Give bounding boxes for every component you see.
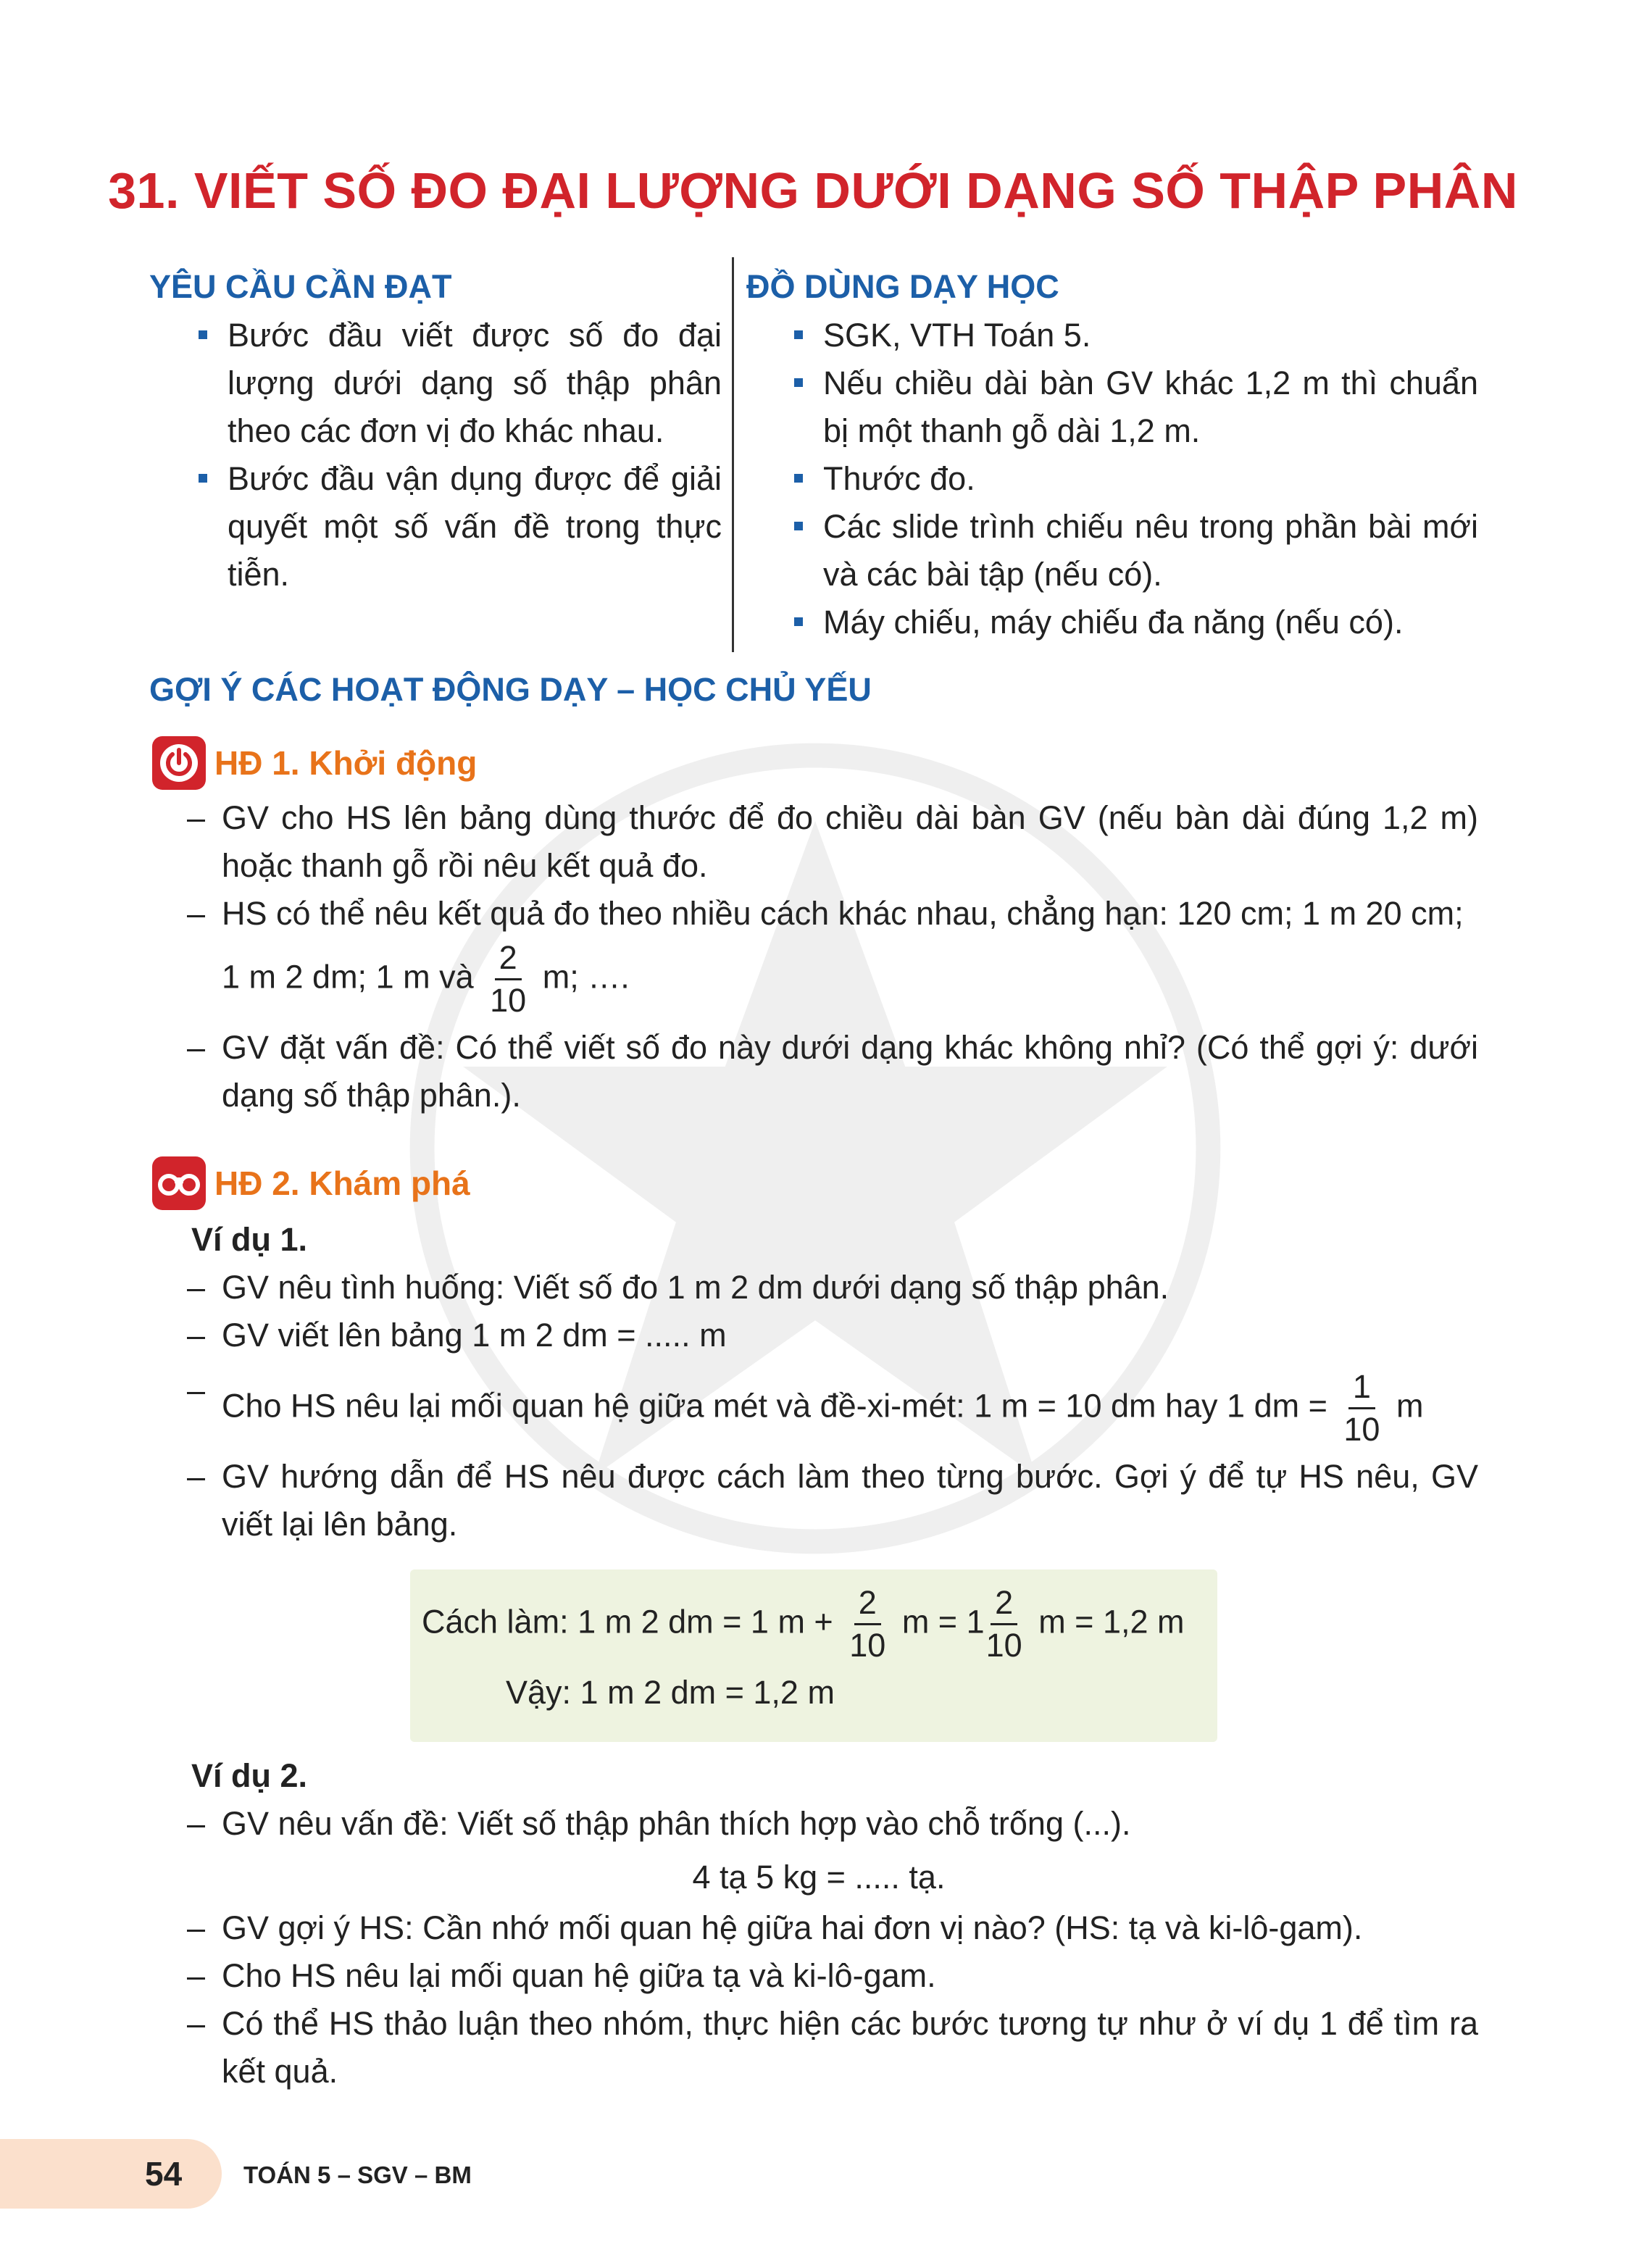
requirements-section bbox=[149, 265, 722, 599]
material-item: Thước đo. bbox=[787, 455, 1478, 503]
example2-item: – Cho HS nêu lại mối quan hệ giữa tạ và ki-lô-gam. bbox=[187, 1952, 1478, 2000]
fraction-two-tenths: $\frac{2}{10}$ bbox=[490, 939, 527, 1019]
example1-label: Ví dụ 1. bbox=[191, 1221, 308, 1258]
example1-item: – Cho HS nêu lại mối quan hệ giữa mét và đề-xi-mét: 1 m = 10 dm hay 1 dm = $\frac{1}{10}$ m bbox=[187, 1367, 1478, 1450]
hd2-heading: HĐ 2. Khám phá bbox=[214, 1164, 470, 1202]
hd1-item: – GV đặt vấn đề: Có thể viết số đo này dưới dạng khác không nhỉ? (Có thể gợi ý: dưới dạng số thập phân.). bbox=[187, 1024, 1478, 1120]
example2-item: – GV nêu vấn đề: Viết số thập phân thích hợp vào chỗ trống (...). bbox=[187, 1800, 1478, 1848]
example2-equation: 4 tạ 5 kg = ..... tạ. bbox=[692, 1859, 946, 1896]
power-icon bbox=[152, 736, 206, 790]
material-item: SGK, VTH Toán 5. bbox=[787, 312, 1478, 359]
material-item: Nếu chiều dài bàn GV khác 1,2 m thì chuẩn bị một thanh gỗ dài 1,2 m. bbox=[787, 359, 1478, 455]
method-box-content bbox=[422, 1583, 1212, 1717]
method-part2: m = 1 bbox=[901, 1603, 985, 1640]
example2-item: – Có thể HS thảo luận theo nhóm, thực hiện các bước tương tự như ở ví dụ 1 để tìm ra kết quả. bbox=[187, 2000, 1478, 2096]
fraction-one-tenth: $\frac{1}{10}$ bbox=[1343, 1368, 1380, 1448]
hd1-item2-line2b: m; …. bbox=[542, 958, 630, 996]
example1-item: – GV hướng dẫn để HS nêu được cách làm theo từng bước. Gợi ý để tự HS nêu, GV viết lại lên bảng. bbox=[187, 1453, 1478, 1548]
materials-section bbox=[746, 265, 1478, 646]
hd1-item2-line1: HS có thể nêu kết quả đo theo nhiều cách khác nhau, chẳng hạn: 120 cm; 1 m 20 cm; bbox=[222, 895, 1464, 932]
hd1-heading: HĐ 1. Khởi động bbox=[214, 744, 478, 782]
hd1-item2-line2a: 1 m 2 dm; 1 m và bbox=[222, 958, 474, 996]
requirement-item: Bước đầu viết được số đo đại lượng dưới dạng số thập phân theo các đơn vị đo khác nhau. bbox=[191, 312, 722, 455]
activities-heading: GỢI Ý CÁC HOẠT ĐỘNG DẠY – HỌC CHỦ YẾU bbox=[149, 671, 872, 708]
binoculars-icon bbox=[152, 1156, 206, 1210]
requirements-heading: YÊU CẦU CẦN ĐẠT bbox=[149, 268, 452, 305]
fraction-two-tenths: $\frac{2}{10}$ bbox=[849, 1584, 886, 1664]
material-item: Máy chiếu, máy chiếu đa năng (nếu có). bbox=[787, 599, 1478, 646]
footer-tab bbox=[0, 2139, 222, 2209]
method-part1: Cách làm: 1 m 2 dm = 1 m + bbox=[422, 1603, 833, 1640]
fraction-two-tenths-mixed: $\frac{2}{10}$ bbox=[985, 1584, 1022, 1664]
example2-section bbox=[191, 1752, 1478, 2096]
material-item: Các slide trình chiếu nêu trong phần bài mới và các bài tập (nếu có). bbox=[787, 503, 1478, 599]
example2-label: Ví dụ 2. bbox=[191, 1757, 308, 1794]
method-part3: m = 1,2 m bbox=[1038, 1603, 1185, 1640]
page-number: 54 bbox=[145, 2155, 183, 2193]
example2-item: – GV gợi ý HS: Cần nhớ mối quan hệ giữa hai đơn vị nào? (HS: tạ và ki-lô-gam). bbox=[187, 1904, 1478, 1952]
requirement-item: Bước đầu vận dụng được để giải quyết một số vấn đề trong thực tiễn. bbox=[191, 455, 722, 599]
materials-heading: ĐỒ DÙNG DẠY HỌC bbox=[746, 268, 1059, 305]
example1-item: – GV nêu tình huống: Viết số đo 1 m 2 dm dưới dạng số thập phân. bbox=[187, 1264, 1478, 1312]
hd2-section bbox=[191, 1156, 1478, 1548]
page-title: 31. VIẾT SỐ ĐO ĐẠI LƯỢNG DƯỚI DẠNG SỐ THẬP PHÂN bbox=[108, 162, 1518, 219]
hd1-item: – GV cho HS lên bảng dùng thước để đo chiều dài bàn GV (nếu bàn dài đúng 1,2 m) hoặc thanh gỗ rồi nêu kết quả đo. bbox=[187, 794, 1478, 890]
method-result: Vậy: 1 m 2 dm = 1,2 m bbox=[506, 1674, 835, 1711]
hd1-section bbox=[214, 736, 1478, 1120]
column-divider bbox=[732, 257, 734, 652]
example1-item: – GV viết lên bảng 1 m 2 dm = ..... m bbox=[187, 1312, 1478, 1359]
footer-text: TOÁN 5 – SGV – BM bbox=[243, 2161, 472, 2188]
hd1-item bbox=[187, 890, 1478, 1021]
